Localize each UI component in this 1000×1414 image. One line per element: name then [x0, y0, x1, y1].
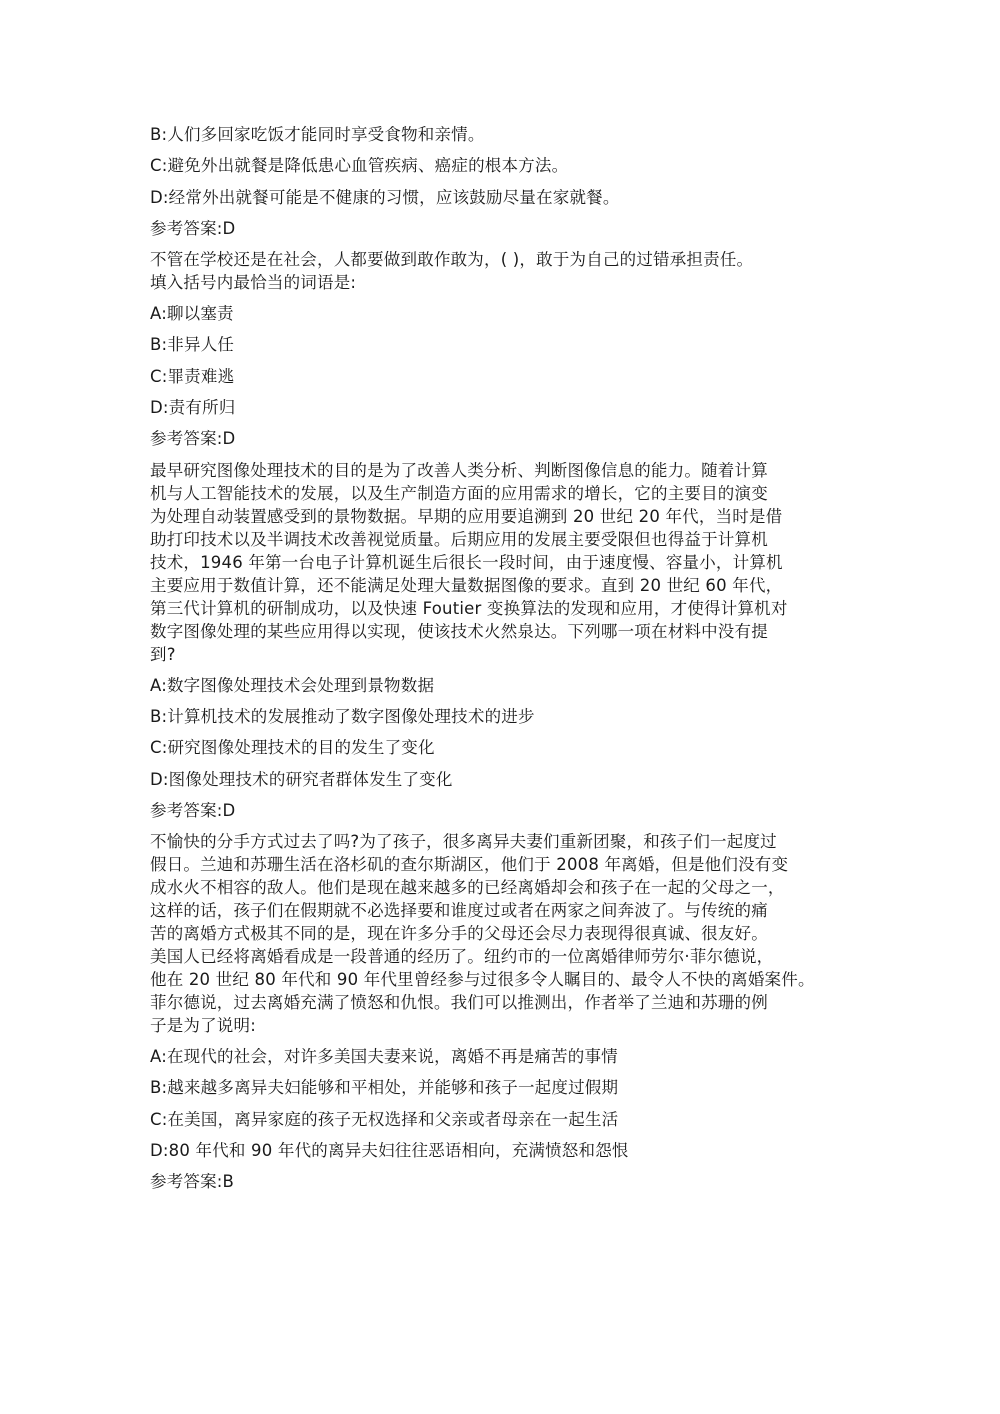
answer-option: B:越来越多离异夫妇能够和平相处，并能够和孩子一起度过假期 — [150, 1078, 619, 1098]
question-line: 不管在学校还是在社会，人都要做到敢作敢为，( )，敢于为自己的过错承担责任。 — [150, 250, 754, 270]
answer-option: B:人们多回家吃饭才能同时享受食物和亲情。 — [150, 125, 485, 144]
question-line: 苦的离婚方式极其不同的是，现在许多分手的父母还会尽力表现得很真诚、很友好。 — [150, 924, 768, 944]
answer-option: C:避免外出就餐是降低患心血管疾病、癌症的根本方法。 — [150, 156, 569, 176]
answer-option: B:非异人任 — [150, 335, 235, 355]
answer-option: A:数字图像处理技术会处理到景物数据 — [150, 675, 435, 695]
question-line: 成水火不相容的敌人。他们是现在越来越多的已经离婚却会和孩子在一起的父母之一， — [150, 878, 785, 898]
question-line: 填入括号内最恰当的词语是: — [150, 273, 357, 293]
reference-answer: 参考答案:D — [150, 800, 236, 820]
question-line: 技术，1946 年第一台电子计算机诞生后很长一段时间，由于速度慢、容量小，计算机 — [150, 552, 783, 572]
answer-option: B:计算机技术的发展推动了数字图像处理技术的进步 — [150, 706, 535, 726]
reference-answer: 参考答案:B — [150, 1172, 235, 1192]
question-line: 菲尔德说，过去离婚充满了愤怒和仇恨。我们可以推测出，作者举了兰迪和苏珊的例 — [150, 993, 768, 1013]
answer-option: D:80 年代和 90 年代的离异夫妇往往恶语相向，充满愤怒和怨恨 — [150, 1141, 629, 1161]
answer-option: D:图像处理技术的研究者群体发生了变化 — [150, 769, 453, 789]
question-text — [150, 826, 862, 1041]
reference-answer: 参考答案:D — [150, 218, 236, 238]
document-page — [150, 119, 862, 1198]
answer-option: C:研究图像处理技术的目的发生了变化 — [150, 738, 435, 758]
answer-option: A:聊以塞责 — [150, 304, 234, 324]
answer-option: D:责有所归 — [150, 398, 236, 418]
question-line: 假日。兰迪和苏珊生活在洛杉矶的查尔斯湖区，他们于 2008 年离婚，但是他们没有变 — [150, 855, 789, 875]
question-line: 第三代计算机的研制成功，以及快速 Foutier 变换算法的发现和应用，才使得计算机对 — [150, 598, 788, 618]
question-line: 数字图像处理的某些应用得以实现，使该技术火然泉达。下列哪一项在材料中没有提 — [150, 621, 768, 641]
question-line: 最早研究图像处理技术的目的是为了改善人类分析、判断图像信息的能力。随着计算 — [150, 460, 768, 480]
question-line: 机与人工智能技术的发展，以及生产制造方面的应用需求的增长，它的主要目的演变 — [150, 483, 768, 503]
answer-option: C:在美国，离异家庭的孩子无权选择和父亲或者母亲在一起生活 — [150, 1109, 619, 1129]
reference-answer: 参考答案:D — [150, 429, 236, 449]
answer-option: C:罪责难逃 — [150, 366, 235, 386]
question-line: 子是为了说明: — [150, 1016, 256, 1036]
question-line: 美国人已经将离婚看成是一段普通的经历了。纽约市的一位离婚律师劳尔·菲尔德说， — [150, 947, 774, 967]
question-line: 助打印技术以及半调技术改善视觉质量。后期应用的发展主要受限但也得益于计算机 — [150, 529, 768, 549]
question-line: 不愉快的分手方式过去了吗?为了孩子，很多离异夫妻们重新团聚，和孩子们一起度过 — [150, 832, 777, 852]
answer-option: A:在现代的社会，对许多美国夫妻来说，离婚不再是痛苦的事情 — [150, 1047, 618, 1067]
question-line: 到? — [150, 644, 176, 664]
question-line: 为处理自动装置感受到的景物数据。早期的应用要追溯到 20 世纪 20 年代，当时是借 — [150, 506, 783, 526]
answer-option: D:经常外出就餐可能是不健康的习惯，应该鼓励尽量在家就餐。 — [150, 187, 620, 207]
question-line: 他在 20 世纪 80 年代和 90 年代里曾经参与过很多令人瞩目的、最令人不快的离婚案件。 — [150, 970, 815, 990]
question-line: 这样的话，孩子们在假期就不必选择要和谁度过或者在两家之间奔波了。与传统的痛 — [150, 901, 768, 921]
question-line: 主要应用于数值计算，还不能满足处理大量数据图像的要求。直到 20 世纪 60 年代， — [150, 575, 783, 595]
question-text — [150, 455, 862, 670]
question-text — [150, 244, 862, 298]
